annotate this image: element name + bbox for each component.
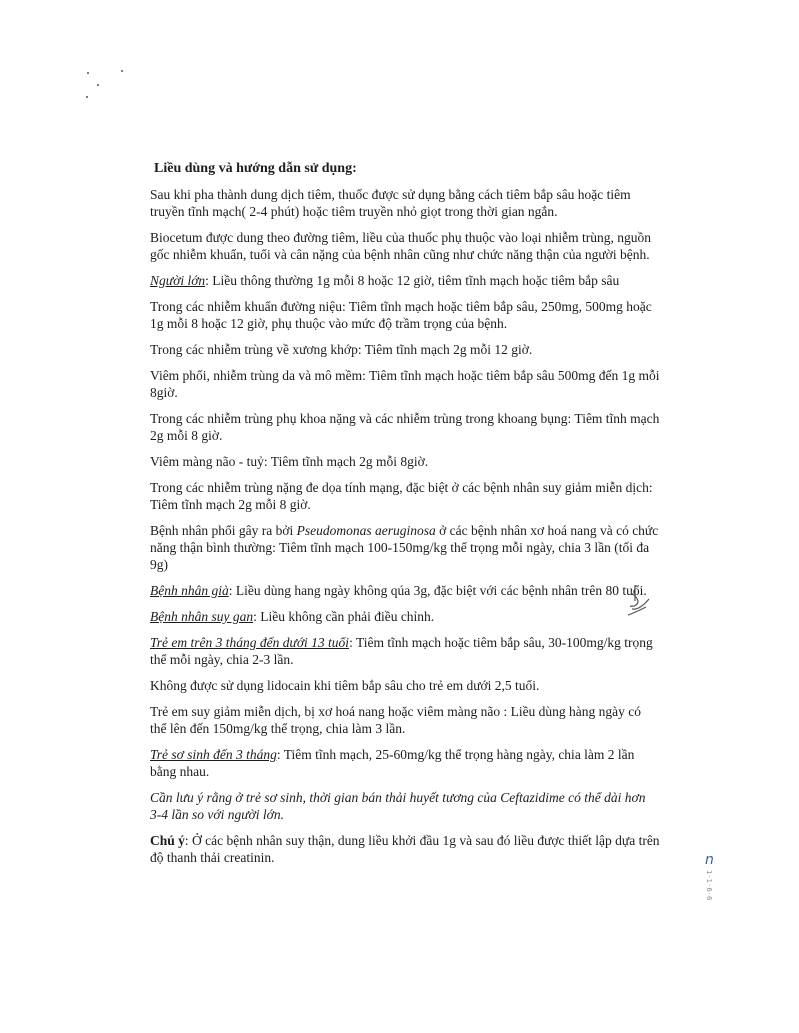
- paragraph-adult: [150, 272, 660, 289]
- paragraph-immunocompromised-children: Trẻ em suy giảm miễn dịch, bị xơ hoá nang hoặc viêm màng não : Liều dùng hàng ngày có thể lên đến 150mg/kg thể trọng, chia làm 3 lần.: [150, 704, 642, 736]
- margin-code: 1·1·6·6: [705, 870, 713, 902]
- organism-name: Pseudomonas aeruginosa: [296, 523, 436, 538]
- elderly-text: : Liều dùng hang ngày không qúa 3g, đặc biệt với các bệnh nhân trên 80 tuổi.: [228, 583, 647, 598]
- paragraph-newborn: [150, 746, 660, 780]
- paragraph-administration: Sau khi pha thành dung dịch tiêm, thuốc được sử dụng bằng cách tiêm bắp sâu hoặc tiêm truyền tĩnh mạch( 2-4 phút) hoặc tiêm truyền nhỏ giọt trong thời gian ngắn.: [150, 187, 631, 219]
- margin-letter: n: [705, 852, 714, 868]
- document-body: [150, 160, 660, 875]
- paragraph-elderly: [150, 582, 660, 599]
- paragraph-liver: [150, 608, 660, 625]
- note-label: Chú ý: [150, 833, 185, 848]
- children-label: Trẻ em trên 3 tháng đến dưới 13 tuổi: [150, 635, 350, 650]
- elderly-label: Bệnh nhân già: [150, 583, 229, 598]
- note-text: : Ở các bệnh nhân suy thận, dung liều khởi đầu 1g và sau đó liều được thiết lập dựa trên độ thanh thải creatinin.: [150, 833, 660, 865]
- paragraph-bone-joint: Trong các nhiễm trùng về xương khớp: Tiêm tĩnh mạch 2g mỗi 12 giờ.: [150, 342, 533, 357]
- margin-stamp: [705, 852, 719, 902]
- newborn-text: : Tiêm tĩnh mạch, 25-60mg/kg thể trọng hàng ngày, chia làm 2 lần bằng nhau.: [150, 747, 635, 779]
- paragraph-gynecologic: Trong các nhiễm trùng phụ khoa nặng và các nhiễm trùng trong khoang bụng: Tiêm tĩnh mạch 2g mỗi 8 giờ.: [150, 411, 660, 443]
- scan-speck: [121, 70, 123, 72]
- pseudomonas-text-a: Bệnh nhân phổi gây ra bởi: [150, 523, 297, 538]
- liver-text: : Liều không cần phải điều chỉnh.: [253, 609, 435, 624]
- paragraph-lidocaine: Không được sử dụng lidocain khi tiêm bắp sâu cho trẻ em dưới 2,5 tuổi.: [150, 678, 540, 693]
- paragraph-urinary: Trong các nhiễm khuẩn đường niệu: Tiêm tĩnh mạch hoặc tiêm bắp sâu, 250mg, 500mg hoặc 1g mỗi 8 hoặc 12 giờ, phụ thuộc vào mức độ trầm trọng của bệnh.: [150, 299, 652, 331]
- paragraph-severe-infection: Trong các nhiễm trùng nặng đe dọa tính mạng, đặc biệt ở các bệnh nhân suy giảm miễn dịch: Tiêm tĩnh mạch 2g mỗi 8 giờ.: [150, 480, 653, 512]
- paragraph-meningitis: Viêm màng não - tuỷ: Tiêm tĩnh mạch 2g mỗi 8giờ.: [150, 454, 429, 469]
- scan-speck: [97, 84, 99, 86]
- liver-label: Bệnh nhân suy gan: [150, 609, 254, 624]
- adult-text: : Liều thông thường 1g mỗi 8 hoặc 12 giờ, tiêm tĩnh mạch hoặc tiêm bắp sâu: [205, 273, 620, 288]
- adult-label: Người lớn: [150, 273, 206, 288]
- paragraph-pneumonia: Viêm phổi, nhiễm trùng da và mô mềm: Tiêm tĩnh mạch hoặc tiêm bắp sâu 500mg đến 1g mỗi 8giờ.: [150, 368, 660, 400]
- scan-speck: [86, 96, 88, 98]
- handwritten-mark: [622, 583, 652, 619]
- newborn-label: Trẻ sơ sinh đến 3 tháng: [150, 747, 277, 762]
- pseudomonas-text-b: ở các bệnh nhân xơ hoá nang và có chức năng thận bình thường: Tiêm tĩnh mạch 100-150mg/kg thể trọng mỗi ngày, chia 3 lần (tối đa 9g): [150, 523, 659, 572]
- paragraph-dosing-basis: Biocetum được dung theo đường tiêm, liều của thuốc phụ thuộc vào loại nhiễm trùng, nguồn gốc nhiễm khuẩn, tuổi và cân nặng của bệnh nhân cũng như chức năng thận của người bệnh.: [150, 230, 651, 262]
- paragraph-pseudomonas: [150, 522, 660, 573]
- section-heading: Liều dùng và hướng dẫn sử dụng:: [154, 161, 357, 176]
- paragraph-children: [150, 634, 660, 668]
- paragraph-renal-note: [150, 832, 660, 866]
- children-text: : Tiêm tĩnh mạch hoặc tiêm bắp sâu, 30-100mg/kg trọng thể mỗi ngày, chia 2-3 lần.: [150, 635, 653, 667]
- paragraph-half-life-note: Cần lưu ý rằng ở trẻ sơ sinh, thời gian bán thải huyết tương của Ceftazidime có thể dài hơn 3-4 lần so với người lớn.: [150, 790, 646, 822]
- scan-speck: [87, 72, 89, 74]
